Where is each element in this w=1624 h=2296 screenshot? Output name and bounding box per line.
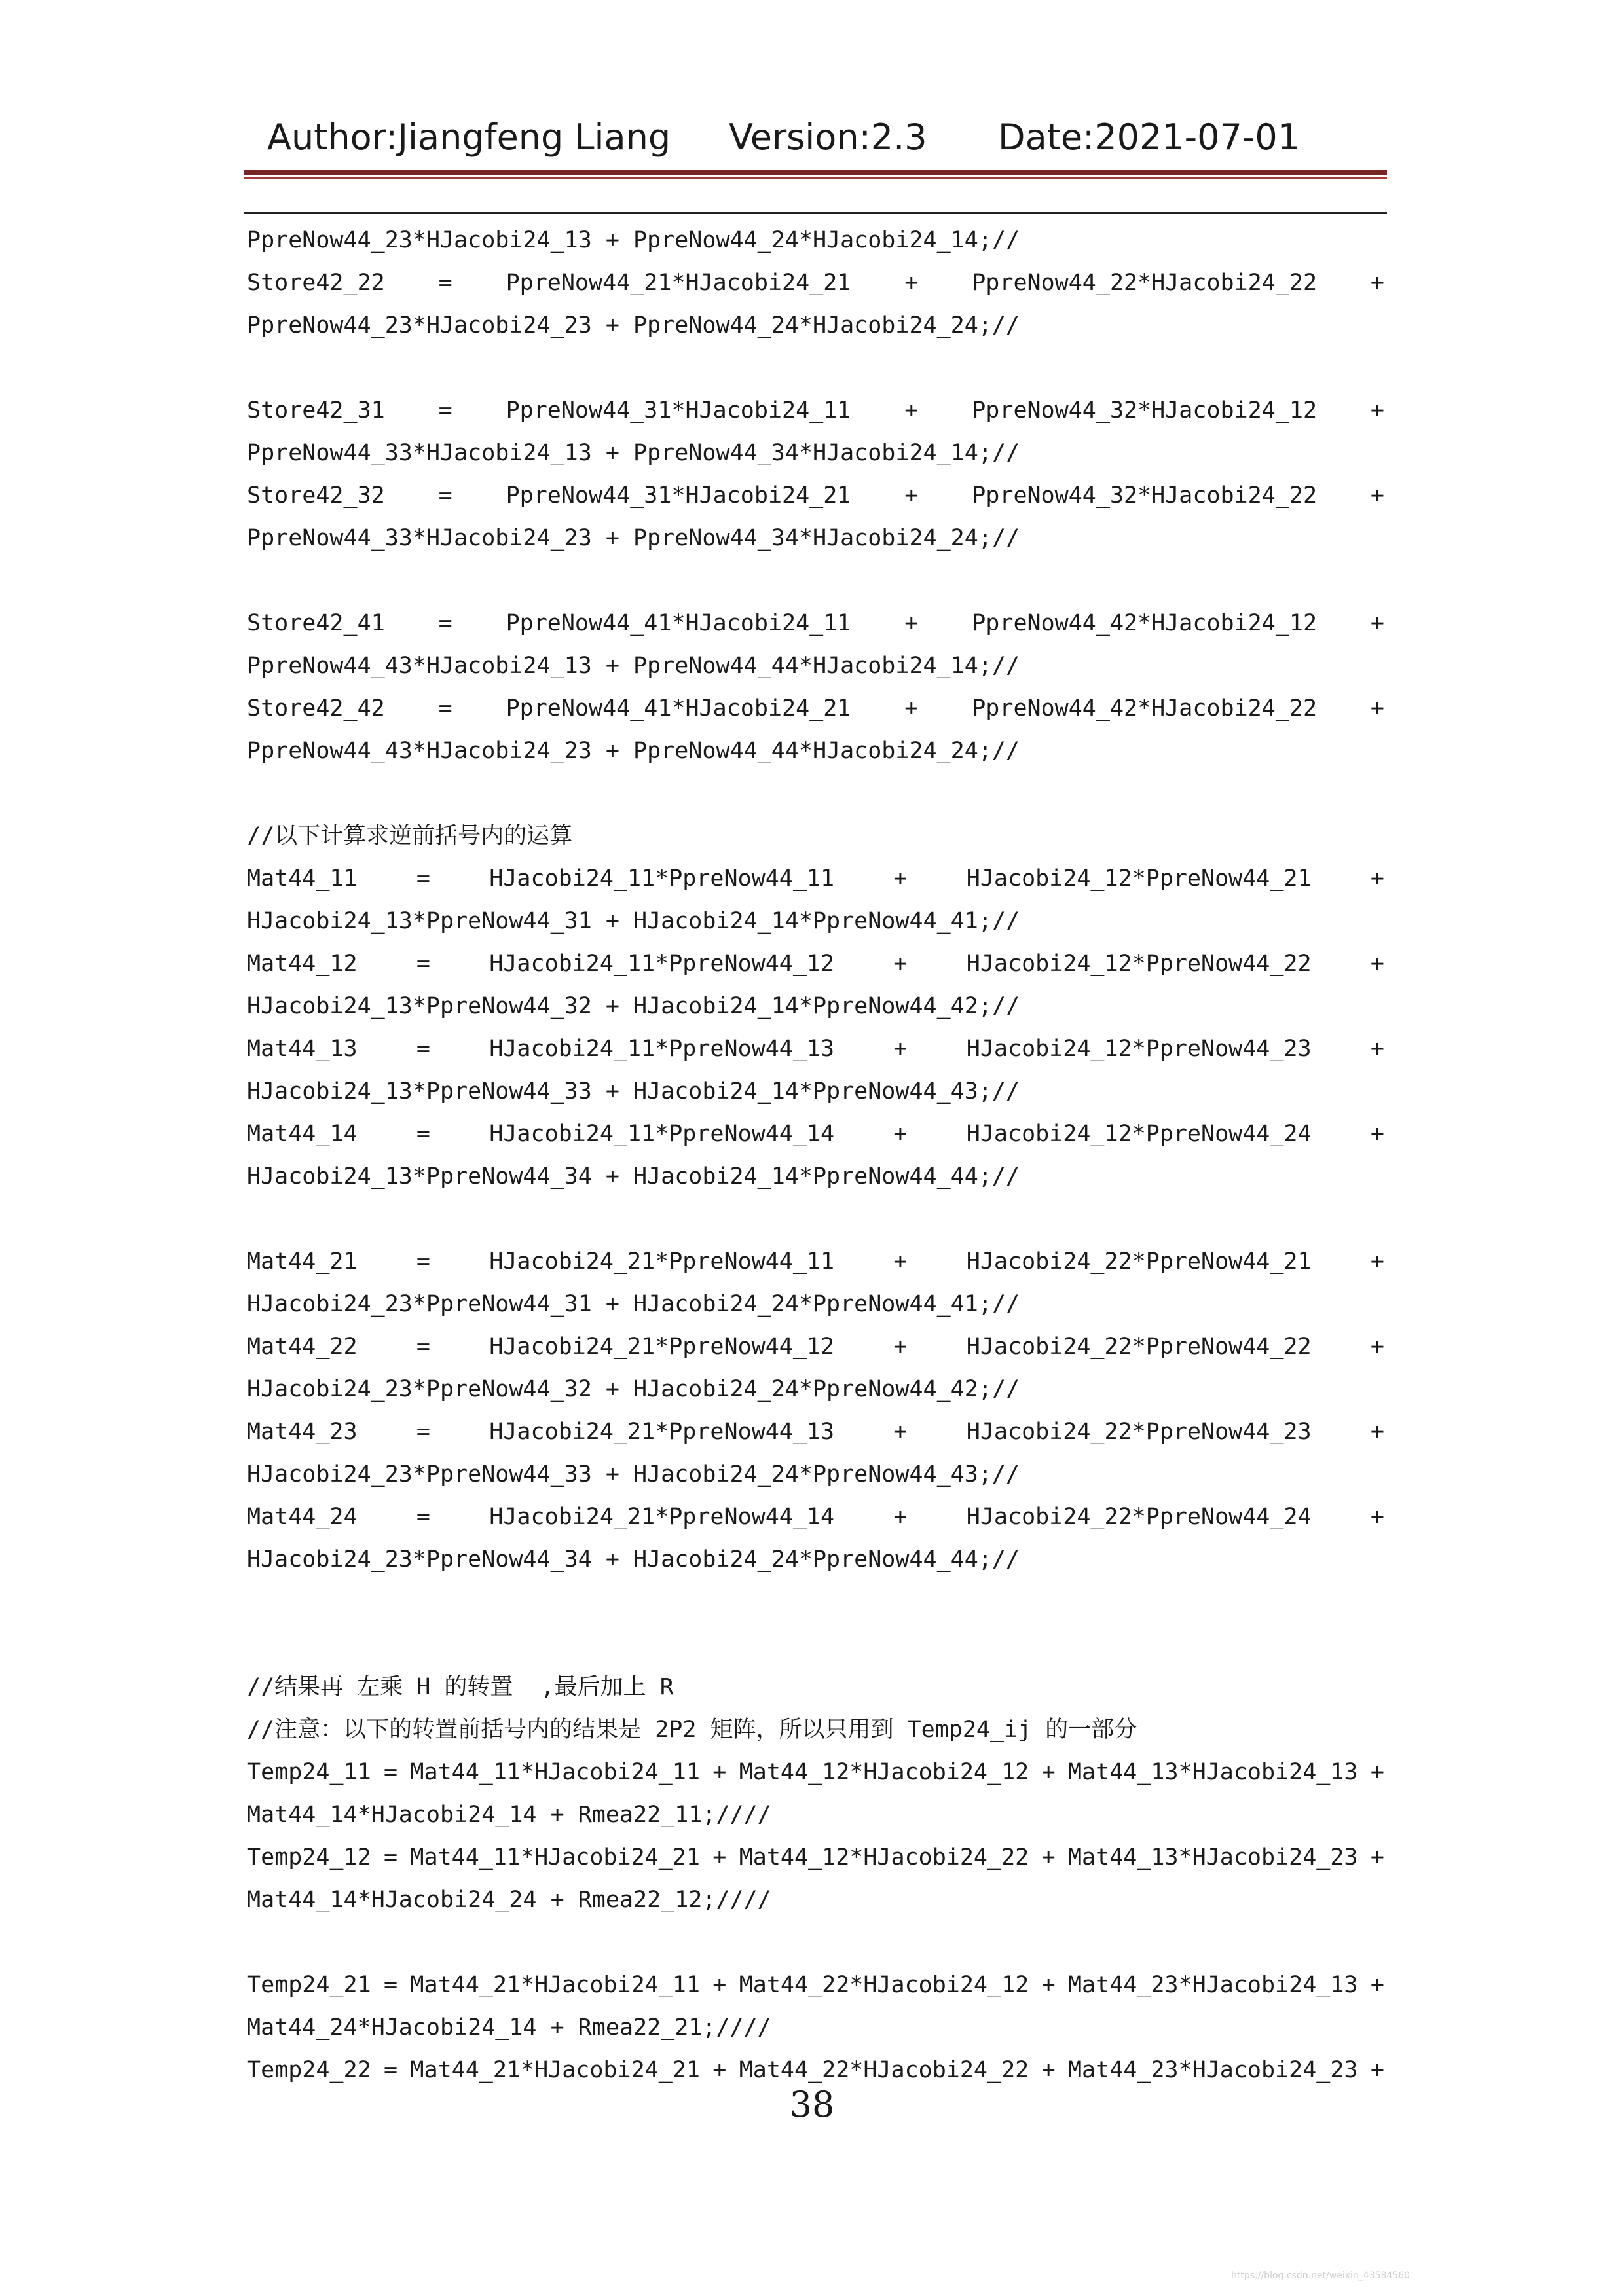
code-token: = — [384, 1759, 398, 1785]
code-token: Mat44_12*HJacobi24_12 — [739, 1759, 1029, 1785]
code-token: + — [712, 2057, 727, 2083]
blank-line — [247, 347, 1384, 390]
code-token: Mat44_22*HJacobi24_12 — [739, 1972, 1029, 1998]
header-rule-thick — [244, 170, 1387, 175]
code-token: + — [904, 695, 919, 721]
code-token: PpreNow44_21*HJacobi24_21 — [506, 270, 851, 296]
code-line: HJacobi24_13*PpreNow44_33 + HJacobi24_14*PpreNow44_43;// — [247, 1078, 1020, 1104]
code-line — [247, 943, 1384, 985]
code-token: + — [893, 1036, 908, 1062]
code-line — [247, 1964, 1384, 2007]
code-token: = — [416, 1419, 430, 1445]
code-line — [247, 1113, 1384, 1156]
code-token: + — [1370, 1248, 1384, 1275]
code-token: + — [1041, 1844, 1056, 1870]
code-line: Mat44_14*HJacobi24_14 + Rmea22_11;//// — [247, 1802, 771, 1828]
code-token: + — [893, 1334, 908, 1360]
page-number: 38 — [789, 2084, 835, 2125]
code-token: = — [384, 1844, 398, 1870]
code-line — [247, 1496, 1384, 1539]
header-rule-thin — [244, 212, 1387, 214]
code-token: + — [904, 397, 919, 424]
code-line: HJacobi24_13*PpreNow44_34 + HJacobi24_14*PpreNow44_44;// — [247, 1163, 1020, 1190]
code-token: = — [416, 1504, 430, 1530]
code-token: + — [1370, 695, 1384, 721]
code-token: Temp24_22 — [247, 2057, 371, 2083]
code-line: HJacobi24_23*PpreNow44_34 + HJacobi24_24*PpreNow44_44;// — [247, 1546, 1020, 1573]
code-comment: //结果再 左乘 H 的转置 ,最后加上 R — [247, 1674, 674, 1700]
code-token: HJacobi24_12*PpreNow44_24 — [966, 1121, 1312, 1147]
code-line: PpreNow44_33*HJacobi24_23 + PpreNow44_34*HJacobi24_24;// — [247, 525, 1020, 551]
code-token: Store42_31 — [247, 397, 385, 424]
code-token: Mat44_21*HJacobi24_11 — [410, 1972, 700, 1998]
code-comment: //以下计算求逆前括号内的运算 — [247, 823, 573, 849]
code-token: Store42_41 — [247, 610, 385, 636]
code-token: + — [1370, 610, 1384, 636]
code-token: PpreNow44_41*HJacobi24_21 — [506, 695, 851, 721]
code-token: HJacobi24_11*PpreNow44_14 — [489, 1121, 835, 1147]
code-token: + — [1370, 951, 1384, 977]
code-token: PpreNow44_32*HJacobi24_12 — [972, 397, 1318, 424]
code-line: HJacobi24_23*PpreNow44_32 + HJacobi24_24*PpreNow44_42;// — [247, 1376, 1020, 1402]
blank-line — [247, 773, 1384, 815]
code-token: + — [712, 1972, 727, 1998]
code-token: Temp24_21 — [247, 1972, 371, 1998]
code-token: = — [384, 1972, 398, 1998]
code-token: = — [438, 695, 452, 721]
code-token: + — [1370, 270, 1384, 296]
code-line: PpreNow44_23*HJacobi24_23 + PpreNow44_24*HJacobi24_24;// — [247, 312, 1020, 338]
code-token: Mat44_23*HJacobi24_13 — [1067, 1972, 1358, 1998]
header-version: Version:2.3 — [729, 117, 927, 158]
code-token: + — [893, 866, 908, 892]
code-token: + — [1370, 1972, 1384, 1998]
code-line — [247, 602, 1384, 645]
code-token: + — [1370, 1419, 1384, 1445]
code-token: PpreNow44_41*HJacobi24_11 — [506, 610, 851, 636]
code-token: + — [893, 1121, 908, 1147]
page-header — [267, 117, 1380, 169]
code-token: Temp24_11 — [247, 1759, 371, 1785]
code-token: PpreNow44_31*HJacobi24_21 — [506, 483, 851, 509]
code-token: + — [904, 610, 919, 636]
code-token: + — [712, 1759, 727, 1785]
code-line — [247, 687, 1384, 730]
code-line: Mat44_24*HJacobi24_14 + Rmea22_21;//// — [247, 2014, 771, 2041]
code-token: HJacobi24_22*PpreNow44_22 — [966, 1334, 1312, 1360]
code-token: + — [1370, 1759, 1384, 1785]
code-token: + — [1041, 1972, 1056, 1998]
code-line: Mat44_14*HJacobi24_24 + Rmea22_12;//// — [247, 1887, 771, 1913]
header-rule-accent — [244, 177, 1387, 179]
code-token: HJacobi24_21*PpreNow44_13 — [489, 1419, 835, 1445]
code-token: + — [1370, 866, 1384, 892]
code-line — [247, 1326, 1384, 1368]
code-token: HJacobi24_22*PpreNow44_24 — [966, 1504, 1312, 1530]
code-token: Store42_22 — [247, 270, 385, 296]
code-token: + — [1370, 1334, 1384, 1360]
code-body — [247, 219, 1384, 2092]
code-line: PpreNow44_43*HJacobi24_23 + PpreNow44_44*HJacobi24_24;// — [247, 738, 1020, 764]
code-token: Mat44_11 — [247, 866, 358, 892]
code-token: + — [893, 951, 908, 977]
code-token: Mat44_21*HJacobi24_21 — [410, 2057, 700, 2083]
code-line — [247, 1751, 1384, 1794]
code-token: = — [438, 483, 452, 509]
code-token: PpreNow44_32*HJacobi24_22 — [972, 483, 1318, 509]
code-comment: //注意：以下的转置前括号内的结果是 2P2 矩阵，所以只用到 Temp24_ij 的一部分 — [247, 1717, 1137, 1743]
code-token: = — [384, 2057, 398, 2083]
code-line — [247, 1241, 1384, 1283]
code-token: + — [1370, 1121, 1384, 1147]
code-line — [247, 390, 1384, 432]
code-token: Mat44_11*HJacobi24_11 — [410, 1759, 700, 1785]
code-line — [247, 1028, 1384, 1070]
code-token: Mat44_23 — [247, 1419, 358, 1445]
code-line: PpreNow44_23*HJacobi24_13 + PpreNow44_24*HJacobi24_14;// — [247, 227, 1020, 253]
code-token: HJacobi24_22*PpreNow44_23 — [966, 1419, 1312, 1445]
code-line — [247, 858, 1384, 900]
code-token: = — [416, 951, 430, 977]
code-line: HJacobi24_13*PpreNow44_32 + HJacobi24_14*PpreNow44_42;// — [247, 993, 1020, 1019]
code-token: Mat44_13*HJacobi24_13 — [1067, 1759, 1358, 1785]
code-token: + — [893, 1504, 908, 1530]
code-token: HJacobi24_22*PpreNow44_21 — [966, 1248, 1312, 1275]
code-token: PpreNow44_42*HJacobi24_12 — [972, 610, 1318, 636]
code-token: + — [1370, 1844, 1384, 1870]
code-line — [247, 1836, 1384, 1879]
code-token: HJacobi24_11*PpreNow44_13 — [489, 1036, 835, 1062]
code-token: PpreNow44_22*HJacobi24_22 — [972, 270, 1318, 296]
header-date: Date:2021-07-01 — [998, 117, 1301, 158]
code-token: = — [416, 1121, 430, 1147]
code-token: + — [904, 270, 919, 296]
code-token: = — [438, 270, 452, 296]
code-token: Mat44_22*HJacobi24_22 — [739, 2057, 1029, 2083]
code-token: Mat44_12 — [247, 951, 358, 977]
code-token: Mat44_23*HJacobi24_23 — [1067, 2057, 1358, 2083]
watermark: https://blog.csdn.net/weixin_43584560 — [1231, 2270, 1411, 2281]
code-token: HJacobi24_21*PpreNow44_12 — [489, 1334, 835, 1360]
code-token: Mat44_13 — [247, 1036, 358, 1062]
code-token: Mat44_21 — [247, 1248, 358, 1275]
code-line: PpreNow44_43*HJacobi24_13 + PpreNow44_44*HJacobi24_14;// — [247, 653, 1020, 679]
code-token: PpreNow44_42*HJacobi24_22 — [972, 695, 1318, 721]
code-token: = — [416, 866, 430, 892]
code-token: + — [893, 1419, 908, 1445]
code-token: + — [1370, 1504, 1384, 1530]
code-token: = — [416, 1248, 430, 1275]
code-token: Store42_42 — [247, 695, 385, 721]
code-token: HJacobi24_11*PpreNow44_11 — [489, 866, 835, 892]
blank-line — [247, 1922, 1384, 1964]
code-token: = — [438, 610, 452, 636]
code-token: = — [416, 1334, 430, 1360]
code-token: + — [904, 483, 919, 509]
code-token: Mat44_14 — [247, 1121, 358, 1147]
code-line: HJacobi24_23*PpreNow44_31 + HJacobi24_24*PpreNow44_41;// — [247, 1291, 1020, 1317]
code-token: HJacobi24_12*PpreNow44_21 — [966, 866, 1312, 892]
code-token: Mat44_24 — [247, 1504, 358, 1530]
code-token: HJacobi24_12*PpreNow44_22 — [966, 951, 1312, 977]
code-token: + — [1370, 483, 1384, 509]
code-token: + — [1370, 1036, 1384, 1062]
code-token: PpreNow44_31*HJacobi24_11 — [506, 397, 851, 424]
code-line — [247, 262, 1384, 304]
code-line: HJacobi24_23*PpreNow44_33 + HJacobi24_24*PpreNow44_43;// — [247, 1461, 1020, 1487]
code-line — [247, 1411, 1384, 1453]
code-line: PpreNow44_33*HJacobi24_13 + PpreNow44_34*HJacobi24_14;// — [247, 440, 1020, 466]
code-token: + — [712, 1844, 727, 1870]
blank-line — [247, 560, 1384, 602]
code-token: Store42_32 — [247, 483, 385, 509]
code-token: Mat44_22 — [247, 1334, 358, 1360]
code-token: = — [438, 397, 452, 424]
code-token: + — [1041, 2057, 1056, 2083]
code-token: Mat44_12*HJacobi24_22 — [739, 1844, 1029, 1870]
code-token: + — [1370, 2057, 1384, 2083]
code-token: + — [1041, 1759, 1056, 1785]
code-line: HJacobi24_13*PpreNow44_31 + HJacobi24_14*PpreNow44_41;// — [247, 908, 1020, 934]
code-token: HJacobi24_21*PpreNow44_11 — [489, 1248, 835, 1275]
code-token: HJacobi24_11*PpreNow44_12 — [489, 951, 835, 977]
blank-line — [247, 1581, 1384, 1666]
code-token: = — [416, 1036, 430, 1062]
header-author: Author:Jiangfeng Liang — [267, 117, 671, 158]
code-token: HJacobi24_21*PpreNow44_14 — [489, 1504, 835, 1530]
code-token: HJacobi24_12*PpreNow44_23 — [966, 1036, 1312, 1062]
code-token: Mat44_13*HJacobi24_23 — [1067, 1844, 1358, 1870]
code-line — [247, 475, 1384, 517]
code-token: + — [893, 1248, 908, 1275]
code-token: Temp24_12 — [247, 1844, 371, 1870]
code-token: Mat44_11*HJacobi24_21 — [410, 1844, 700, 1870]
code-token: + — [1370, 397, 1384, 424]
blank-line — [247, 1198, 1384, 1241]
